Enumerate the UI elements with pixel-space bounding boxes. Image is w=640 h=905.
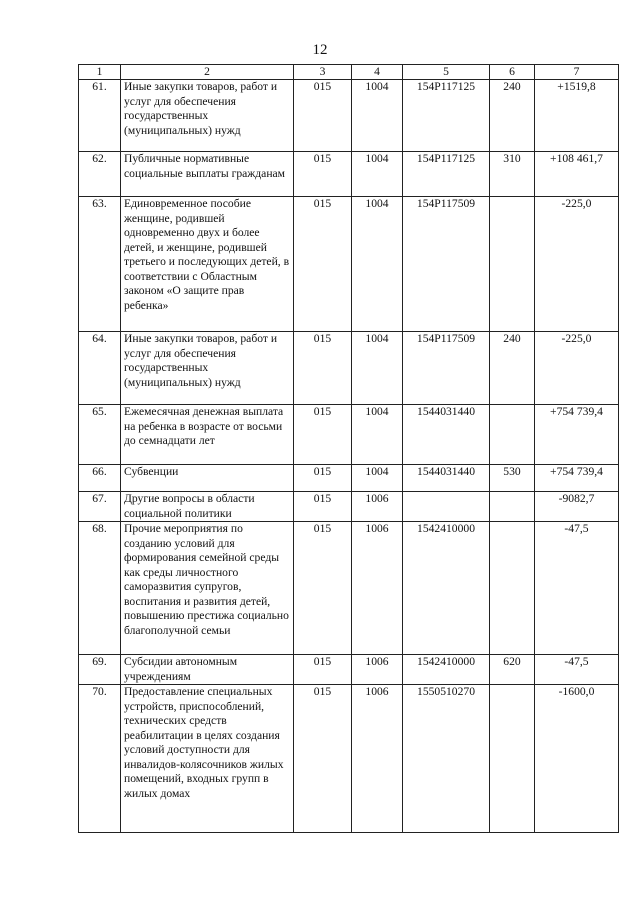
header-row (79, 65, 619, 80)
row-code: 154P117509 (403, 197, 490, 332)
row-number: 65. (79, 405, 121, 465)
row-section: 1004 (352, 80, 403, 152)
row-grbs: 015 (294, 152, 352, 197)
row-code (403, 492, 490, 522)
table-row (79, 332, 619, 405)
row-amount: +754 739,4 (535, 405, 619, 465)
row-number: 67. (79, 492, 121, 522)
column-header: 4 (352, 65, 403, 80)
row-amount: -9082,7 (535, 492, 619, 522)
row-code: 1544031440 (403, 465, 490, 492)
row-code: 1550510270 (403, 685, 490, 833)
row-section: 1004 (352, 152, 403, 197)
row-amount: -47,5 (535, 522, 619, 655)
row-name: Предоставление специальных устройств, приспособлений, технических средств реабилитации в целях создания условий доступности для инвалидов-колясочников жилых помещений, входных групп в жилых домах (121, 685, 294, 833)
table-row (79, 465, 619, 492)
row-amount: +1519,8 (535, 80, 619, 152)
row-number: 63. (79, 197, 121, 332)
row-grbs: 015 (294, 685, 352, 833)
row-name: Субсидии автономным учреждениям (121, 655, 294, 685)
row-name: Ежемесячная денежная выплата на ребенка в возрасте от восьми до семнадцати лет (121, 405, 294, 465)
column-header: 7 (535, 65, 619, 80)
row-section: 1006 (352, 492, 403, 522)
row-expense-type (490, 685, 535, 833)
table-row (79, 80, 619, 152)
row-number: 69. (79, 655, 121, 685)
row-section: 1004 (352, 405, 403, 465)
row-section: 1006 (352, 655, 403, 685)
row-amount: -1600,0 (535, 685, 619, 833)
table-row (79, 685, 619, 833)
column-header: 3 (294, 65, 352, 80)
column-header: 5 (403, 65, 490, 80)
row-expense-type (490, 197, 535, 332)
table-row (79, 492, 619, 522)
row-section: 1006 (352, 522, 403, 655)
row-grbs: 015 (294, 197, 352, 332)
row-amount: +108 461,7 (535, 152, 619, 197)
row-number: 68. (79, 522, 121, 655)
row-expense-type (490, 405, 535, 465)
row-section: 1006 (352, 685, 403, 833)
row-section: 1004 (352, 197, 403, 332)
row-grbs: 015 (294, 405, 352, 465)
row-grbs: 015 (294, 80, 352, 152)
row-number: 64. (79, 332, 121, 405)
row-amount: +754 739,4 (535, 465, 619, 492)
row-name: Публичные нормативные социальные выплаты гражданам (121, 152, 294, 197)
page-number: 12 (312, 42, 328, 58)
row-grbs: 015 (294, 332, 352, 405)
row-expense-type: 530 (490, 465, 535, 492)
row-expense-type: 240 (490, 80, 535, 152)
row-name: Единовременное пособие женщине, родившей одновременно двух и более детей, и женщине, родившей третьего и последующих детей, в соответствии с Областным законом «О защите прав ребенка» (121, 197, 294, 332)
row-name: Иные закупки товаров, работ и услуг для обеспечения государственных (муниципальных) нужд (121, 80, 294, 152)
row-grbs: 015 (294, 465, 352, 492)
row-expense-type: 620 (490, 655, 535, 685)
table-row (79, 197, 619, 332)
row-number: 62. (79, 152, 121, 197)
row-code: 154P117509 (403, 332, 490, 405)
row-grbs: 015 (294, 522, 352, 655)
row-expense-type (490, 522, 535, 655)
row-number: 66. (79, 465, 121, 492)
row-section: 1004 (352, 332, 403, 405)
row-grbs: 015 (294, 492, 352, 522)
column-header: 1 (79, 65, 121, 80)
row-number: 70. (79, 685, 121, 833)
row-amount: -225,0 (535, 197, 619, 332)
table-row (79, 405, 619, 465)
column-header: 6 (490, 65, 535, 80)
row-code: 154P117125 (403, 152, 490, 197)
column-header: 2 (121, 65, 294, 80)
row-expense-type: 310 (490, 152, 535, 197)
row-name: Другие вопросы в области социальной политики (121, 492, 294, 522)
row-amount: -47,5 (535, 655, 619, 685)
row-code: 1542410000 (403, 522, 490, 655)
row-name: Прочие мероприятия по созданию условий для формирования семейной среды как среды личностного саморазвития супругов, воспитания и развития детей, повышению престижа социально благополучной семьи (121, 522, 294, 655)
row-expense-type (490, 492, 535, 522)
row-code: 154P117125 (403, 80, 490, 152)
budget-table (78, 64, 619, 833)
table-row (79, 655, 619, 685)
row-name: Субвенции (121, 465, 294, 492)
row-name: Иные закупки товаров, работ и услуг для обеспечения государственных (муниципальных) нужд (121, 332, 294, 405)
table-row (79, 152, 619, 197)
row-code: 1544031440 (403, 405, 490, 465)
row-code: 1542410000 (403, 655, 490, 685)
row-grbs: 015 (294, 655, 352, 685)
row-expense-type: 240 (490, 332, 535, 405)
row-amount: -225,0 (535, 332, 619, 405)
table-row (79, 522, 619, 655)
row-section: 1004 (352, 465, 403, 492)
row-number: 61. (79, 80, 121, 152)
